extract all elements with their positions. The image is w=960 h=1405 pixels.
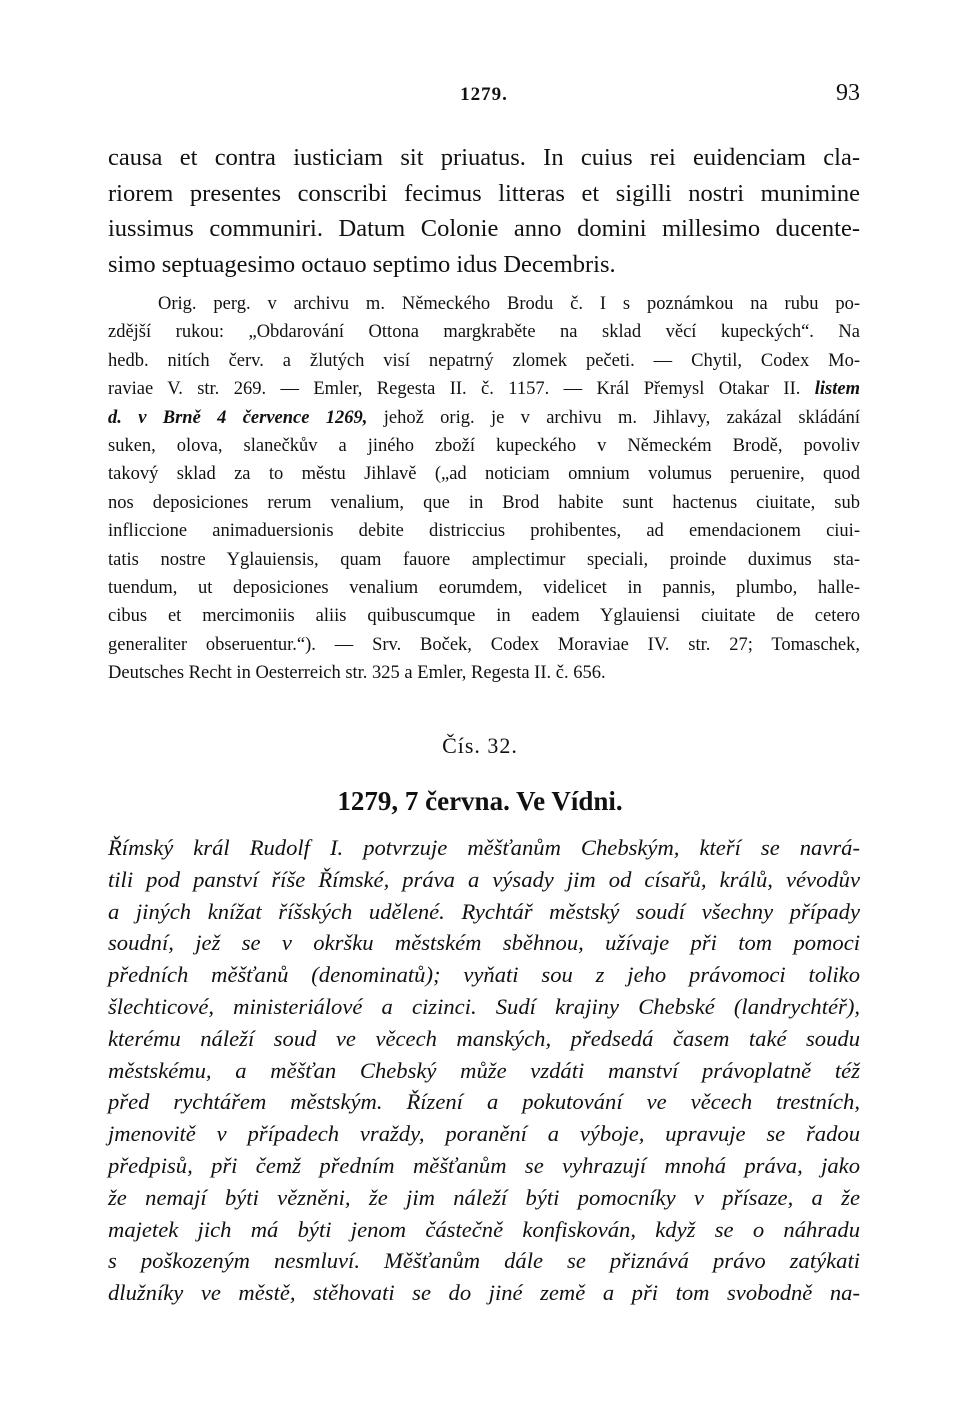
archival-note (108, 290, 860, 688)
note-line: nos deposiciones rerum venalium, que in Brod habite sunt hactenus ciuitate, sub (108, 492, 860, 513)
regest-line: a jiných knížat říšských udělené. Rychtář městský soudí všechny případy (108, 898, 860, 924)
regest-line: Římský král Rudolf I. potvrzuje měšťanům Chebským, kteří se navrá- (108, 835, 860, 860)
regest-line: jmenovitě v případech vraždy, poranění a výboje, upravuje se řadou (108, 1121, 860, 1147)
note-line: tatis nostre Yglauiensis, quam fauore amplectimur speciali, proinde duximus sta- (108, 549, 860, 570)
note-italic-text: listem (814, 379, 861, 400)
regest-line: městskému, a měšťan Chebský může vzdáti manství právoplatně též (108, 1057, 860, 1083)
charter-text-ending (108, 140, 860, 282)
note-line-text: jehož orig. je v archivu m. Jihlavy, zakázal skládání (383, 407, 860, 428)
note-line: zdější rukou: „Obdarování Ottona margkraběte na sklad věcí kupeckých“. Na (108, 322, 860, 343)
regest-line: že nemají býti vězněni, že jim náleží býti pomocníky v přísaze, a že (108, 1184, 860, 1210)
page-number: 93 (836, 80, 860, 106)
note-line: infliccione animaduersionis debite districcius prohibentes, ad emendacionem ciui- (108, 521, 860, 542)
regest-line: před rychtářem městským. Řízení a pokutování ve věcech trestních, (108, 1089, 860, 1115)
note-line (108, 375, 860, 403)
note-line: Deutsches Recht in Oesterreich str. 325 a Emler, Regesta II. č. 656. (108, 663, 606, 684)
note-line (108, 404, 860, 432)
text-line: causa et contra iusticiam sit priuatus. In cuius rei euidenciam cla- (108, 144, 860, 171)
regest-line: šlechticové, ministeriálové a cizinci. Sudí krajiny Chebské (landrychtéř), (108, 993, 860, 1019)
regest-line: dlužníky ve městě, stěhovati se do jiné země a při tom svobodně na- (108, 1280, 860, 1306)
regest-line: s poškozeným nesmluví. Měšťanům dále se přiznává právo zatýkati (108, 1248, 860, 1274)
regest-summary (108, 832, 860, 1309)
note-line: Orig. perg. v archivu m. Německého Brodu č. I s poznámkou na rubu po- (158, 294, 860, 314)
regest-line: majetek jich má býti jenom částečně konfiskován, když se o náhradu (108, 1216, 860, 1242)
regest-line: kterému náleží soud ve věcech manských, předsedá časem také soudu (108, 1025, 860, 1051)
page-header (108, 80, 860, 110)
note-line-text: raviae V. str. 269. — Emler, Regesta II. č. 1157. — Král Přemysl Otakar II. (108, 379, 801, 400)
regest-line: předpisů, při čemž předním měšťanům se vyhrazují mnohá práva, jako (108, 1152, 860, 1178)
regest-line: tili pod panství říše Římské, práva a výsady jim od císařů, králů, vévodův (108, 866, 860, 892)
note-line: hedb. nitích červ. a žlutých visí nepatrný zlomek pečeti. — Chytil, Codex Mo- (108, 350, 860, 371)
document-number: Čís. 32. (442, 733, 518, 758)
running-head-year: 1279. (460, 84, 508, 105)
document-title: 1279, 7 června. Ve Vídni. (337, 786, 623, 816)
note-line: generaliter obseruentur.“). — Srv. Boček, Codex Moraviae IV. str. 27; Tomaschek, (108, 634, 860, 655)
note-italic-text: d. v Brně 4 července 1269, (108, 407, 368, 428)
note-line: takový sklad za to městu Jihlavě („ad noticiam omnium volumus peruenire, quod (108, 464, 860, 485)
text-line: riorem presentes conscribi fecimus litteras et sigilli nostri munimine (108, 179, 860, 207)
text-line: iussimus communiri. Datum Colonie anno domini millesimo ducente- (108, 215, 860, 242)
regest-line: soudní, jež se v okršku městském sběhnou, užívaje při tom pomoci (108, 930, 860, 956)
regest-line: předních měšťanů (denominatů); vyňati sou z jeho právomoci toliko (108, 962, 860, 988)
note-line: tuendum, ut deposiciones venalium eorumdem, videlicet in pannis, plumbo, halle- (108, 578, 860, 599)
note-line: suken, olova, slanečkův a jiného zboží kupeckého v Německém Brodě, povoliv (108, 436, 860, 457)
note-line: cibus et mercimoniis aliis quibuscumque in eadem Yglauiensi ciuitate de cetero (108, 606, 860, 627)
text-line: simo septuagesimo octauo septimo idus Decembris. (108, 250, 616, 278)
